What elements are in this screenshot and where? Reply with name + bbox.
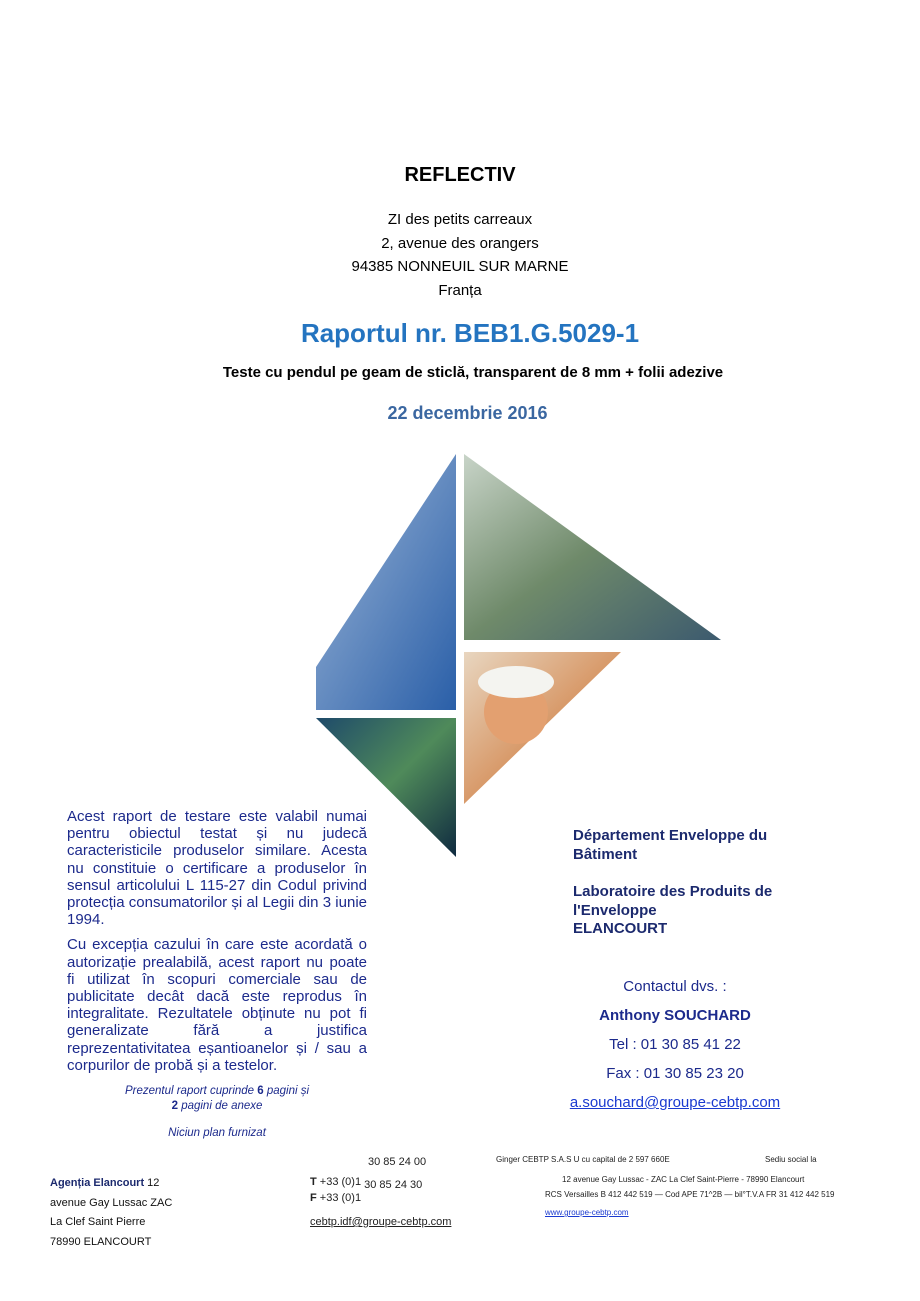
footer-phones (310, 1174, 422, 1206)
disclaimer-paragraph: Cu excepția cazului în care este acordată o autorizație prealabilă, acest raport nu poate fi utilizat în scopuri comerciale sau de publicitate decât dacă este reprodus în integralitate. Rezultatele obținute nu pot fi generalizate fără a justifica reprezentativitatea eșantioanelor și / sau a corpurilor de probă și a testelor. (67, 936, 367, 1074)
contact-email-link[interactable]: a.souchard@groupe-cebtp.com (569, 1094, 781, 1111)
legal-capital: Ginger CEBTP S.A.S U cu capital de 2 597 660E (496, 1155, 670, 1164)
no-plan-note: Niciun plan furnizat (168, 1127, 266, 1140)
disclaimer-paragraph: Acest raport de testare este valabil numai pentru obiectul testat și nu judecă caracteristicile produselor similare. Acesta nu constituie o certificare a produselor în sensul articolului L 115-27 din Codul privind protecția consumatorilor și al Legii din 3 iunie 1994. (67, 808, 367, 929)
disclaimer (67, 808, 367, 1142)
agency-name: Agenția Elancourt (50, 1177, 145, 1189)
footer-phone-top: 30 85 24 00 (368, 1156, 427, 1168)
footer-legal (496, 1155, 835, 1217)
page-count-note (67, 1084, 367, 1114)
note-text: pagini de anexe (178, 1100, 263, 1113)
note-text: pagini și (263, 1085, 310, 1098)
laboratory-name: Laboratoire des Produits de l'Enveloppe (573, 883, 773, 919)
agency-address-line: La Clef Saint Pierre (50, 1216, 146, 1228)
website-link[interactable]: www.groupe-cebtp.com (545, 1208, 629, 1217)
page-count: 6 (257, 1085, 264, 1098)
agency-address-line: avenue Gay Lussac ZAC (50, 1196, 173, 1209)
address-line: 2, avenue des orangers (381, 234, 539, 252)
legal-seat-label: Sediu social la (765, 1155, 817, 1164)
report-title: Raportul nr. BEB1.G.5029-1 (300, 318, 640, 348)
footer-email-link[interactable]: cebtp.idf@groupe-cebtp.com (310, 1216, 452, 1228)
report-date: 22 decembrie 2016 (387, 403, 548, 423)
department-block (573, 827, 803, 939)
address-line: Franța (438, 281, 482, 299)
cover-photo-collage (316, 452, 724, 860)
footer-agency-address (50, 1174, 172, 1252)
client-address (0, 208, 920, 302)
phone-label: T (310, 1176, 317, 1188)
report-subtitle: Teste cu pendul pe geam de sticlă, transparent de 8 mm + folii adezive (222, 364, 724, 381)
hard-hat (478, 666, 554, 698)
photo-city-aerial (464, 454, 721, 640)
department-name: Département Enveloppe du Bâtiment (573, 827, 768, 863)
client-company-name: REFLECTIV (404, 164, 516, 186)
contact-block (540, 972, 810, 1117)
phone-number: 30 85 24 30 (364, 1179, 423, 1191)
address-line: ZI des petits carreaux (387, 211, 533, 228)
contact-name: Anthony SOUCHARD (599, 1007, 751, 1024)
legal-registration: RCS Versailles B 412 442 519 — Cod APE 71^2B — bil°T.V.A FR 31 412 442 519 (545, 1190, 835, 1199)
laboratory-location: ELANCOURT (573, 920, 668, 937)
agency-address-line: 12 (144, 1177, 160, 1189)
annex-count: 2 (171, 1100, 178, 1113)
photo-glass-facade (316, 454, 456, 710)
phone-prefix: +33 (0)1 (316, 1176, 362, 1188)
agency-address-line: 78990 ELANCOURT (50, 1235, 152, 1248)
fax-prefix: +33 (0)1 (316, 1192, 362, 1204)
address-line: 94385 NONNEUIL SUR MARNE (351, 258, 569, 275)
fax-label: F (310, 1192, 317, 1204)
contact-fax: Fax : 01 30 85 23 20 (606, 1065, 744, 1082)
contact-label: Contactul dvs. : (623, 978, 727, 995)
note-text: Prezentul raport cuprinde (124, 1085, 258, 1098)
legal-address: 12 avenue Gay Lussac - ZAC La Clef Saint-Pierre - 78990 Elancourt (562, 1175, 805, 1184)
contact-phone: Tel : 01 30 85 41 22 (609, 1036, 741, 1053)
